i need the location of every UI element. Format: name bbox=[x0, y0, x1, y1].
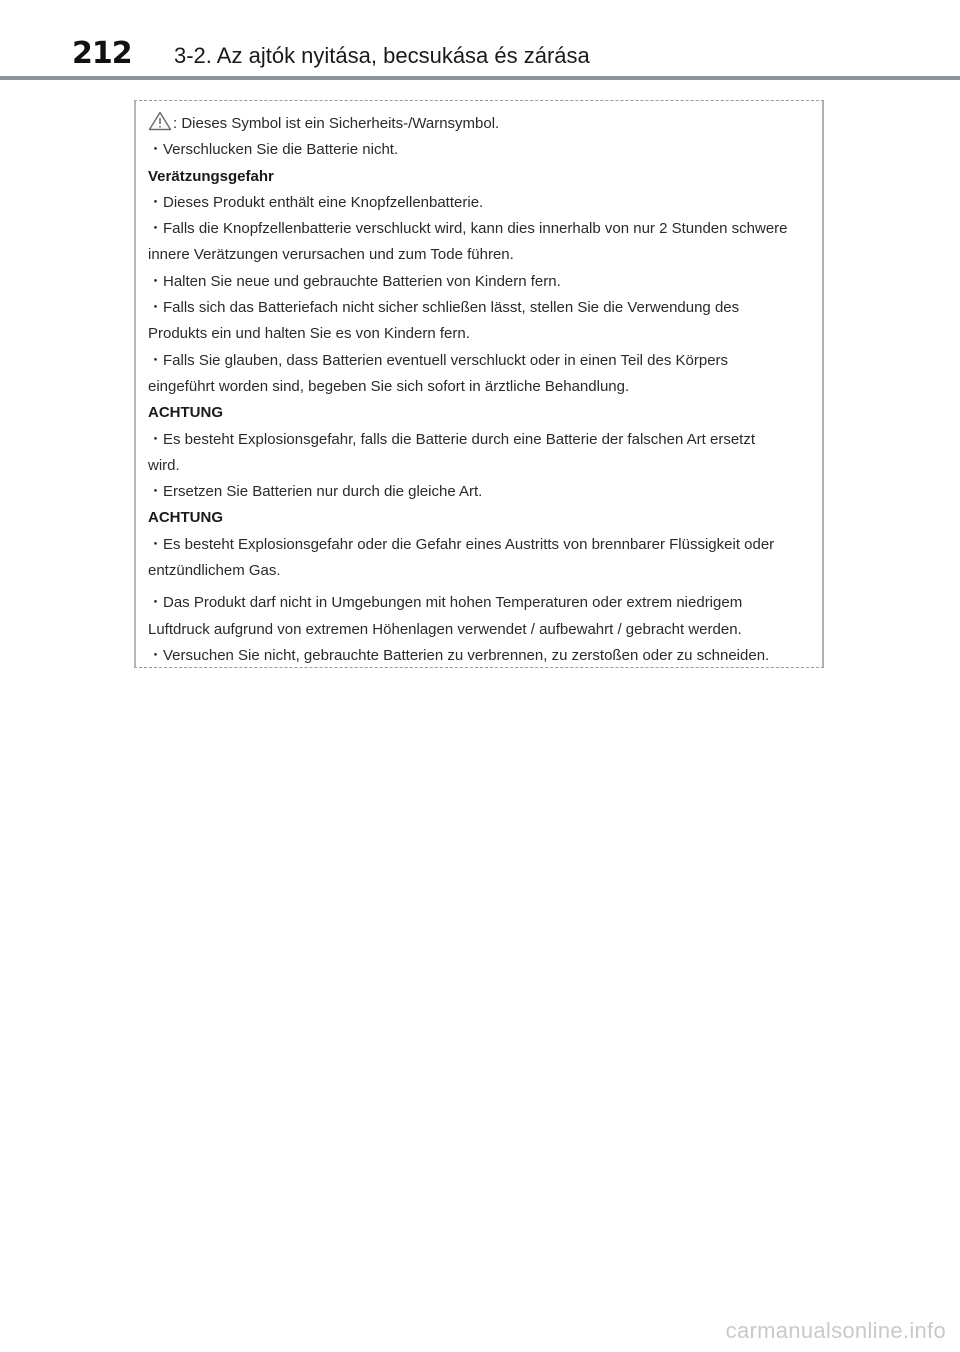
notice-line: ・Dieses Produkt enthält eine Knopfzellenbatterie. bbox=[148, 193, 484, 211]
notice-line: ・Es besteht Explosionsgefahr oder die Gefahr eines Austritts von brennbarer Flüssigkeit oder bbox=[148, 535, 775, 553]
safety-notice-box bbox=[134, 100, 824, 668]
notice-line: ・Halten Sie neue und gebrauchte Batterien von Kindern fern. bbox=[148, 272, 561, 290]
watermark-link[interactable]: carmanualsonline.info bbox=[725, 1318, 946, 1343]
notice-lines bbox=[148, 111, 818, 669]
notice-line: ・Falls Sie glauben, dass Batterien eventuell verschluckt oder in einen Teil des Körpers bbox=[148, 351, 729, 369]
notice-line: ・Ersetzen Sie Batterien nur durch die gleiche Art. bbox=[148, 483, 483, 501]
notice-symbol-line bbox=[148, 111, 818, 137]
notice-line: ・Falls die Knopfzellenbatterie verschluckt wird, kann dies innerhalb von nur 2 Stunden schwere bbox=[148, 220, 788, 238]
notice-line: Luftdruck aufgrund von extremen Höhenlagen verwendet / aufbewahrt / gebracht werden. bbox=[148, 620, 742, 638]
notice-line: innere Verätzungen verursachen und zum Tode führen. bbox=[148, 246, 514, 264]
notice-heading: ACHTUNG bbox=[148, 404, 223, 422]
header-rule bbox=[0, 76, 960, 80]
notice-line: ・Es besteht Explosionsgefahr, falls die Batterie durch eine Batterie der falschen Art ersetzt bbox=[148, 430, 755, 448]
notice-heading: Verätzungsgefahr bbox=[148, 167, 274, 185]
notice-line: Produkts ein und halten Sie es von Kindern fern. bbox=[148, 325, 470, 343]
notice-line: ・Verschlucken Sie die Batterie nicht. bbox=[148, 141, 399, 159]
notice-line: eingeführt worden sind, begeben Sie sich sofort in ärztliche Behandlung. bbox=[148, 377, 630, 395]
notice-line: entzündlichem Gas. bbox=[148, 562, 281, 580]
notice-line: ・Das Produkt darf nicht in Umgebungen mit hohen Temperaturen oder extrem niedrigem bbox=[148, 594, 743, 612]
page-header bbox=[0, 0, 960, 80]
page-number: 212 bbox=[72, 36, 132, 71]
notice-line: ・Falls sich das Batteriefach nicht sicher schließen lässt, stellen Sie die Verwendung des bbox=[148, 299, 740, 317]
section-title: 3-2. Az ajtók nyitása, becsukása és zárása bbox=[174, 43, 590, 68]
notice-line: wird. bbox=[148, 456, 180, 474]
warning-triangle-icon bbox=[148, 111, 172, 131]
symbol-line-text: : Dieses Symbol ist ein Sicherheits-/Warnsymbol. bbox=[173, 115, 500, 132]
notice-heading: ACHTUNG bbox=[148, 509, 223, 527]
notice-line: ・Versuchen Sie nicht, gebrauchte Batterien zu verbrennen, zu zerstoßen oder zu schneiden. bbox=[148, 646, 770, 664]
